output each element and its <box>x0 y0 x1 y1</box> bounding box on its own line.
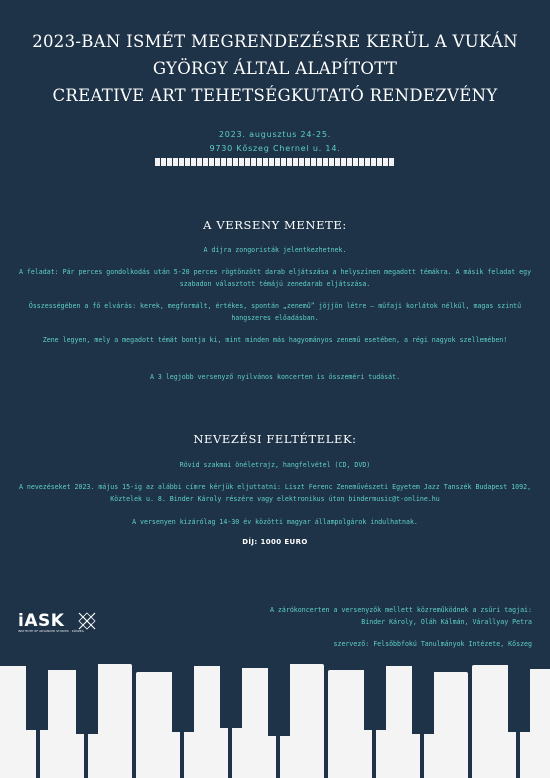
iask-logo <box>18 612 98 642</box>
nevezes-paragraph-3: A versenyen kizárólag 14-30 év közötti magyar állampolgárok indulhatnak. <box>132 518 418 526</box>
event-address: 9730 Kőszeg Chernel u. 14. <box>209 144 341 153</box>
iask-mark-icon <box>78 612 96 630</box>
jury-line-2: Binder Károly, Oláh Kálmán, Várallyay Petra <box>361 618 532 626</box>
verseny-paragraph-1: A díjra zongoristák jelentkezhetnek. <box>203 246 347 254</box>
jury-line-1: A zárókoncerten a versenyzők mellett közreműködnek a zsűri tagjai: <box>269 606 532 614</box>
verseny-heading: A VERSENY MENETE: <box>203 218 347 232</box>
jury-info <box>152 604 532 628</box>
nevezes-paragraph-2: A nevezéseket 2023. május 15-ig az alábbi címre kérjük eljuttatni: Liszt Ferenc Zeneművészeti Egyetem Jazz Tanszék Budapest 1092, Köztelek u. 8. Binder Károly részére vagy elektronikus úton bindermusic@t-online.hu <box>18 483 532 503</box>
event-info <box>0 128 550 156</box>
piano-keys-decoration <box>0 662 550 778</box>
logo-subtitle: INSTITUTE OF ADVANCED STUDIES · KŐSZEG <box>18 630 84 633</box>
prize-amount: DÍJ: 1000 EURO <box>242 538 308 546</box>
verseny-paragraph-5: A 3 legjobb versenyző nyilvános koncerten is összeméri tudását. <box>149 373 401 381</box>
poster-title <box>0 28 550 109</box>
keyboard-strip-decoration <box>155 158 395 166</box>
organizer-info: szervező: Felsőbbfokú Tanulmányok Intézete, Kőszeg <box>333 640 532 648</box>
nevezes-paragraph-1: Rövid szakmai önéletrajz, hangfelvétel (CD, DVD) <box>179 461 371 469</box>
event-date: 2023. augusztus 24-25. <box>218 130 332 139</box>
verseny-paragraph-2: A feladat: Pár perces gondolkodás után 5-20 perces rögtönzött darab eljátszása a helyszínen megadott témákra. A másik feladat egy szabadon választott témájú zenedarab eljátszása. <box>18 268 532 288</box>
verseny-paragraph-3: Összességében a fő elvárás: kerek, megformált, értékes, spontán „zenemű” jöjjön létre – műfaji korlátok nélkül, magas szintű hangszeres előadásban. <box>28 302 522 322</box>
verseny-paragraph-4: Zene legyen, mely a megadott témát bontja ki, mint minden más hagyományos zenemű esetében, a régi nagyok szellemében! <box>42 336 508 344</box>
title-line-2: CREATIVE ART TEHETSÉGKUTATÓ RENDEZVÉNY <box>52 86 498 105</box>
logo-text: iASK <box>18 611 65 631</box>
nevezes-heading: NEVEZÉSI FELTÉTELEK: <box>193 432 357 446</box>
title-line-1: 2023-BAN ISMÉT MEGRENDEZÉSRE KERÜL A VUKÁN GYÖRGY ÁLTAL ALAPÍTOTT <box>32 32 518 78</box>
